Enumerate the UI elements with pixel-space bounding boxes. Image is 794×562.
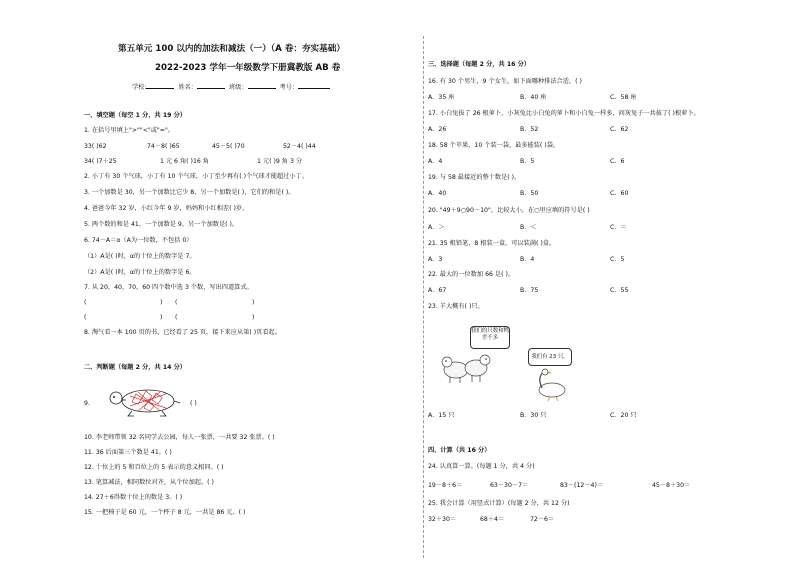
q18-option-b: B．5 (520, 158, 535, 165)
q22-option-a: A．67 (428, 287, 447, 294)
question-22: 22. 最大的一位数加 66 是( )。 (428, 271, 515, 278)
title-line-2: 2022-2023 学年一年级数学下册冀教版 AB 卷 (155, 63, 341, 73)
q20-option-a: A．＞ (428, 224, 445, 231)
question-25: 25. 我会计算（用竖式计算）(每题 2 分，共 12 分) (428, 500, 570, 507)
q20-option-c: C．＝ (610, 224, 627, 231)
q25-item-3: 72－6＝ (530, 516, 555, 523)
question-17: 17. 小白兔拔了 26 根萝卜，小灰兔比小白兔的萝卜和小白兔一样多，问灰兔子一共拔了( )根萝卜。 (428, 110, 700, 117)
question-4: 4. 爸爸今年 32 岁，小红今年 9 岁，妈妈和小红相差( )岁。 (84, 205, 249, 212)
question-3: 3. 一个加数是 30，另一个加数比它少 8，另一个加数是( )，它们的和是( )。 (84, 189, 295, 196)
q17-option-b: B．52 (520, 126, 539, 133)
q7-answer-1-open: ( (84, 299, 87, 306)
duck-speech-bubble: 我们有 23 只。 (528, 348, 572, 366)
question-16: 16. 有 30 个男生，9 个女生，如下面哪种排法合适。( ) (428, 78, 582, 85)
q19-option-c: C．60 (610, 190, 629, 197)
q22-option-b: B．75 (520, 287, 539, 294)
q18-option-a: A．4 (428, 158, 443, 165)
question-15: 15. 一把椅子是 60 元，一个杯子 8 元，一共是 86 元。( ) (84, 509, 246, 516)
q16-option-b: B．40 座 (520, 94, 547, 101)
q7-answer-4-close: ) (252, 314, 255, 321)
q1-row-2-item-2: 1 元 6 角( )16 角 (160, 158, 209, 165)
q7-answer-4-open: ( (175, 314, 178, 321)
question-18: 18. 58 个苹果，10 个装一袋，最多能装( )袋。 (428, 142, 560, 149)
q23-option-a: A．15 只 (428, 412, 455, 419)
question-11: 11. 36 后面第三个数是 41。( ) (84, 449, 172, 456)
q21-option-a: A．3 (428, 256, 443, 263)
exam-number-label: 考号： (279, 84, 299, 91)
q1-row-1-item-2: 74－8( )65 (147, 143, 180, 150)
q25-item-1: 32＋30＝ (428, 516, 457, 523)
section-2-title: 二、判断题（每题 2 分，共 14 分） (84, 364, 186, 371)
question-21: 21. 35 根铅笔，8 根装一盒，可以装满( )盒。 (428, 240, 556, 247)
q17-option-a: A．26 (428, 126, 447, 133)
q24-item-3: 83－(12－4)＝ (560, 482, 604, 489)
q24-item-4: 45－8＋30＝ (652, 482, 691, 489)
question-20: 20. "49＋9○90－10"，比较大小，在○里应填的符号是( ) (428, 207, 590, 214)
turtle-pattern-image (102, 384, 184, 418)
q1-row-1-item-1: 33( )62 (84, 143, 107, 150)
q7-answer-2-close: ) (252, 299, 255, 306)
q23-option-b: B．30 只 (520, 412, 547, 419)
student-info-row (132, 82, 332, 92)
section-4-title: 四、计算（共 16 分） (428, 447, 491, 454)
q7-answer-3-open: ( (84, 314, 87, 321)
q24-item-2: 63－30－7＝ (490, 482, 529, 489)
q7-answer-2-open: ( (175, 299, 178, 306)
section-3-title: 三、选择题（每题 2 分，共 16 分） (428, 61, 530, 68)
class-field[interactable] (248, 82, 276, 89)
sheep-speech-bubble: 我们的只数和鸭差不多 (470, 326, 510, 349)
title-line-1: 第五单元 100 以内的加法和减法（一）（A 卷：夯实基础） (118, 44, 345, 54)
q17-option-c: C．62 (610, 126, 629, 133)
exam-number-field[interactable] (298, 82, 330, 89)
q20-option-b: B．＜ (520, 224, 537, 231)
sheep-image (438, 346, 494, 386)
q16-option-a: A．35 座 (428, 94, 455, 101)
question-6-part-2: （2）A是( )时，α的十位上的数字是 6。 (84, 269, 196, 276)
q25-item-2: 68＋4＝ (480, 516, 505, 523)
question-10: 10. 李老师带领 32 名同学去公园，每人一张票，一共要 32 张票。( ) (84, 434, 275, 441)
q1-row-1-item-3: 45－5( )70 (212, 143, 245, 150)
q7-answer-3-close: ) (160, 314, 163, 321)
question-12: 12. 十位上的 5 和百位上的 5 表示的意义相同。( ) (84, 464, 224, 471)
question-6: 6. 74－A＝α（A为一位数，不包括 0） (84, 237, 193, 244)
section-1-title: 一、填空题（每空 1 分，共 19 分） (84, 112, 186, 119)
q1-row-2-item-1: 34( )7＋25 (84, 158, 117, 165)
q1-row-2-item-3: 1 元( )9 角 3 分 (257, 158, 303, 165)
question-13: 13. 笔算减法，相同数位对齐，从个位加起。( ) (84, 479, 214, 486)
q18-option-c: C．6 (610, 158, 625, 165)
school-label: 学校: (132, 84, 147, 91)
q19-option-a: A．40 (428, 190, 447, 197)
class-label: 班级： (228, 84, 248, 91)
question-7: 7. 从 20，40，70，60 四个数中选 3 个数，写出四道算式。 (84, 284, 253, 291)
q1-row-1-item-4: 52－4( )44 (283, 143, 316, 150)
question-23: 23. 羊大概有( )只。 (428, 303, 484, 310)
question-14: 14. 27＋6得数十位上的数是 3。( ) (84, 494, 183, 501)
question-8: 8. 淘气看一本 100 页的书，已经看了 25 页，接下来应从第( )页看起。 (84, 329, 281, 336)
question-1: 1. 在括号里填上">""<"或"="。 (84, 127, 174, 134)
q22-option-c: C．55 (610, 287, 629, 294)
q21-option-b: B．4 (520, 256, 535, 263)
duck-image (532, 368, 572, 402)
page-divider (423, 36, 424, 558)
question-9-number: 9. (84, 400, 90, 407)
question-24: 24. 认真算一算。(每题 1 分，共 4 分) (428, 463, 535, 470)
question-6-part-1: （1）A是( )时，α的十位上的数字是 7。 (84, 253, 196, 260)
name-label: 姓名： (178, 84, 197, 91)
name-field[interactable] (197, 82, 225, 89)
question-2: 2. 小丁有 30 个气球，小丁有 10 个气球，小丁至少再有( )个气球才能超过小丁。 (84, 173, 308, 180)
q19-option-b: B．50 (520, 190, 539, 197)
school-field[interactable] (146, 82, 174, 89)
question-9-answer: ( ) (190, 400, 197, 407)
q21-option-c: C．5 (610, 256, 625, 263)
q23-option-c: C．20 只 (610, 412, 637, 419)
q24-item-1: 19－8＋6＝ (428, 482, 463, 489)
question-19: 19. 与 58 最接近的整十数是( )。 (428, 174, 521, 181)
q16-option-c: C．58 座 (610, 94, 637, 101)
question-5: 5. 两个数的和是 41，一个加数是 9，另一个加数是( )。 (84, 221, 239, 228)
q7-answer-1-close: ) (160, 299, 163, 306)
